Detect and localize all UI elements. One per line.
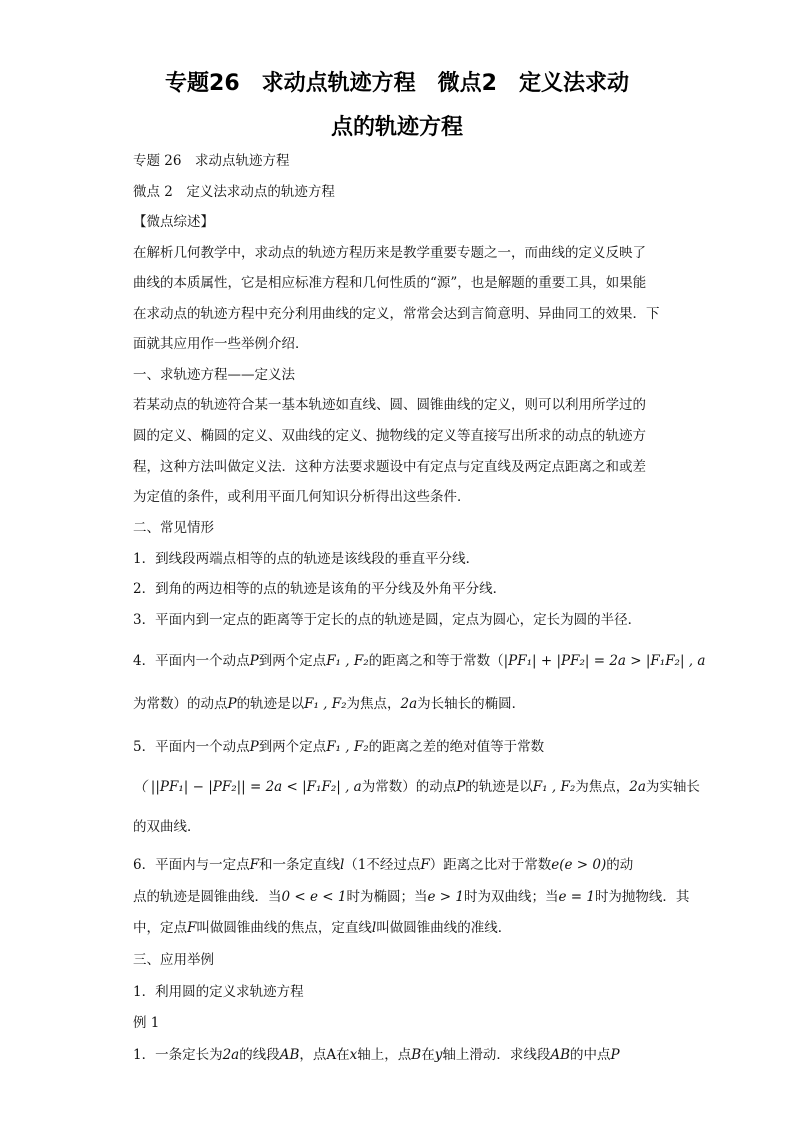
case-item <box>133 737 544 757</box>
paragraph-line: 为定值的条件，或利用平面几何知识分析得出这些条件． <box>133 489 471 505</box>
text-run: 不经过点 <box>366 857 421 873</box>
case-item-cont <box>133 918 511 938</box>
case-item-cont <box>133 694 525 714</box>
text-run: 时为椭圆；当 <box>346 889 428 905</box>
paragraph-line: 曲线的本质属性，它是相应标准方程和几何性质的“源”，也是解题的重要工具，如果能 <box>133 275 647 291</box>
math-var: P <box>456 779 466 795</box>
text-run: 的线段 <box>239 1047 280 1063</box>
math-var: F <box>249 857 259 873</box>
section-heading: 一、求轨迹方程——定义法 <box>133 367 295 383</box>
text-run: （1 <box>344 857 367 873</box>
case-item: 2．到角的两边相等的点的轨迹是该角的平分线及外角平分线． <box>133 581 507 597</box>
text-run: 的动 <box>606 857 634 873</box>
math-var: B <box>411 1047 422 1063</box>
case-item <box>133 651 705 671</box>
overview-heading: 【微点综述】 <box>133 214 214 230</box>
math-var: P <box>249 739 259 755</box>
case-item: 3．平面内到一定点的距离等于定长的点的轨迹是圆，定点为圆心，定长为圆的半径． <box>133 612 642 628</box>
text-run: 为长轴长的椭圆． <box>417 696 526 712</box>
text-run: 5．平面内一个动点 <box>133 739 250 755</box>
math-var: F <box>187 920 197 936</box>
text-run: 轴上滑动．求线段 <box>442 1047 551 1063</box>
text-run: 为实轴长 <box>645 779 700 795</box>
topic-heading: 专题 26 求动点轨迹方程 <box>133 153 290 169</box>
text-run: 的中点 <box>570 1047 611 1063</box>
text-run: 时为双曲线；当 <box>463 889 559 905</box>
math-var: F₁ , F₂ <box>304 696 347 712</box>
math-var: P <box>610 1047 620 1063</box>
example-label: 例 1 <box>133 1015 160 1031</box>
math-expression: 0 < e < 1 <box>281 889 347 905</box>
text-run: 的距离之和等于常数（ <box>368 653 504 669</box>
text-run: 的距离之差的绝对值等于常数 <box>368 739 545 755</box>
doc-title-line-2: 点的轨迹方程 <box>330 115 463 140</box>
math-var: F₁ , F₂ <box>326 653 369 669</box>
paragraph-line: 在解析几何教学中，求动点的轨迹方程历来是教学重要专题之一，而曲线的定义反映了 <box>133 245 646 261</box>
text-run: 和一条定直线 <box>258 857 340 873</box>
text-run: 中，定点 <box>133 920 187 936</box>
text-run: 叫做圆锥曲线的焦点，定直线 <box>196 920 372 936</box>
case-item-cont <box>133 887 689 907</box>
section-heading: 三、应用举例 <box>133 952 214 968</box>
case-item: 1．到线段两端点相等的点的轨迹是该线段的垂直平分线． <box>133 551 480 567</box>
math-var: l <box>371 920 377 936</box>
text-run: 为焦点， <box>575 779 630 795</box>
math-var: F <box>420 857 430 873</box>
text-run: 为常数）的动点 <box>361 779 457 795</box>
text-run: 时为抛物线．其 <box>594 889 690 905</box>
math-var: 2a <box>222 1047 240 1063</box>
text-run: 4．平面内一个动点 <box>133 653 250 669</box>
math-var: F₁ , F₂ <box>326 739 369 755</box>
math-var: P <box>227 696 237 712</box>
text-run: 1．一条定长为 <box>133 1047 223 1063</box>
paragraph-line: 程，这种方法叫做定义法．这种方法要求题设中有定点与定直线及两定点距离之和或差 <box>133 459 646 475</box>
math-var: P <box>249 653 259 669</box>
text-run: 到两个定点 <box>258 653 327 669</box>
paragraph-line: 圆的定义、椭圆的定义、双曲线的定义、抛物线的定义等直接写出所求的动点的轨迹方 <box>133 428 646 444</box>
text-run: 点的轨迹是圆锥曲线．当 <box>133 889 282 905</box>
case-item-cont: 的双曲线． <box>133 819 201 835</box>
math-expression: （ ||PF₁| − |PF₂|| = 2a < |F₁F₂| , a <box>133 779 362 795</box>
text-run: 在 <box>421 1047 435 1063</box>
math-expression: e = 1 <box>558 889 595 905</box>
text-run: ） <box>429 857 444 873</box>
paragraph-line: 在求动点的轨迹方程中充分利用曲线的定义，常常会达到言简意明、异曲同工的效果．下 <box>133 306 660 322</box>
math-var: x <box>349 1047 358 1063</box>
text-run: 的轨迹是以 <box>465 779 533 795</box>
text-run: 为焦点， <box>346 696 401 712</box>
text-run: 为常数）的动点 <box>133 696 228 712</box>
section-heading: 二、常见情形 <box>133 520 214 536</box>
math-var: l <box>339 857 345 873</box>
math-var: AB <box>279 1047 300 1063</box>
math-var: F₁ , F₂ <box>532 779 576 795</box>
case-item <box>133 855 633 875</box>
text-run: 距离之比对于常数 <box>443 857 552 873</box>
paragraph-line: 面就其应用作一些举例介绍． <box>133 336 309 352</box>
math-var: 2a <box>629 779 646 795</box>
text-run: 6．平面内与一定点 <box>133 857 250 873</box>
math-var: 2a <box>400 696 418 712</box>
math-var: y <box>434 1047 443 1063</box>
math-expression: |PF₁| + |PF₂| = 2a > |F₁F₂| , a <box>503 653 706 669</box>
text-run: 到两个定点 <box>258 739 327 755</box>
paragraph-line: 若某动点的轨迹符合某一基本轨迹如直线、圆、圆锥曲线的定义，则可以利用所学过的 <box>133 397 646 413</box>
text-run: ，点A在 <box>299 1047 350 1063</box>
doc-title-line-1: 专题26 求动点轨迹方程 微点2 定义法求动 <box>165 71 629 96</box>
math-var: AB <box>550 1047 571 1063</box>
math-expression: e(e > 0) <box>551 857 607 873</box>
point-heading: 微点 2 定义法求动点的轨迹方程 <box>133 184 335 200</box>
question-line <box>133 1045 620 1065</box>
text-run: 叫做圆锥曲线的准线． <box>376 920 512 936</box>
text-run: 的轨迹是以 <box>236 696 305 712</box>
text-run: 轴上，点 <box>357 1047 412 1063</box>
case-item-cont <box>133 777 700 797</box>
subsection-heading: 1．利用圆的定义求轨迹方程 <box>133 984 304 1000</box>
math-expression: e > 1 <box>427 889 464 905</box>
